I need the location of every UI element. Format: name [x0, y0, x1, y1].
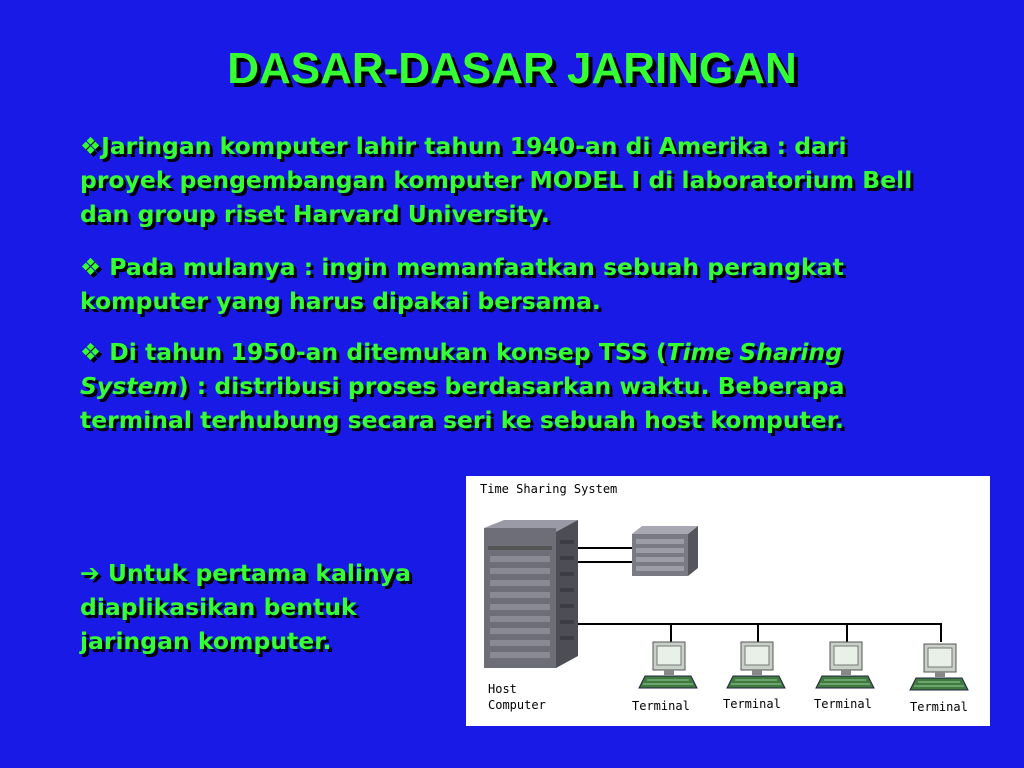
paragraph-3-italic: Time Sharing System — [80, 338, 843, 400]
terminal-label: Terminal — [814, 697, 872, 711]
paragraph-2 — [80, 250, 930, 318]
connection-lines — [576, 548, 942, 642]
diagram-title: Time Sharing System — [480, 482, 618, 496]
terminal-label: Terminal — [910, 700, 968, 714]
arrow-icon: ➔ — [80, 559, 100, 587]
terminal-label: Terminal — [723, 697, 781, 711]
tss-diagram — [466, 476, 990, 726]
terminal-label: Terminal — [632, 699, 690, 713]
paragraph-3-text-a: Di tahun 1950-an ditemukan konsep TSS ( — [101, 338, 667, 366]
paragraph-4 — [80, 556, 460, 658]
bullet-icon: ❖ — [80, 253, 102, 281]
terminal-icon — [816, 642, 874, 688]
terminal-icon — [727, 642, 785, 688]
paragraph-2-text: Pada mulanya : ingin memanfaatkan sebuah perangkat komputer yang harus dipakai bersama. — [80, 253, 844, 315]
paragraph-1-text: Jaringan komputer lahir tahun 1940-an di Amerika : dari proyek pengembangan komputer MODEL I di laboratorium Bell dan group riset Harvard University. — [80, 132, 913, 228]
paragraph-3 — [80, 335, 930, 437]
paragraph-3-text-b: ) : distribusi proses berdasarkan waktu. Beberapa terminal terhubung secara seri ke sebuah host komputer. — [80, 372, 845, 434]
host-computer-icon — [484, 520, 578, 668]
terminal-icon — [910, 644, 968, 690]
bullet-icon: ❖ — [80, 132, 102, 160]
terminal-icon — [639, 642, 697, 688]
slide-title: DASAR-DASAR JARINGAN — [227, 44, 797, 93]
paragraph-4-text: Untuk pertama kalinya diaplikasikan bentuk jaringan komputer. — [80, 559, 411, 655]
paragraph-1 — [80, 129, 930, 231]
host-computer-label: Host Computer — [488, 682, 546, 712]
bullet-icon: ❖ — [80, 338, 102, 366]
server-unit-icon — [632, 526, 698, 576]
